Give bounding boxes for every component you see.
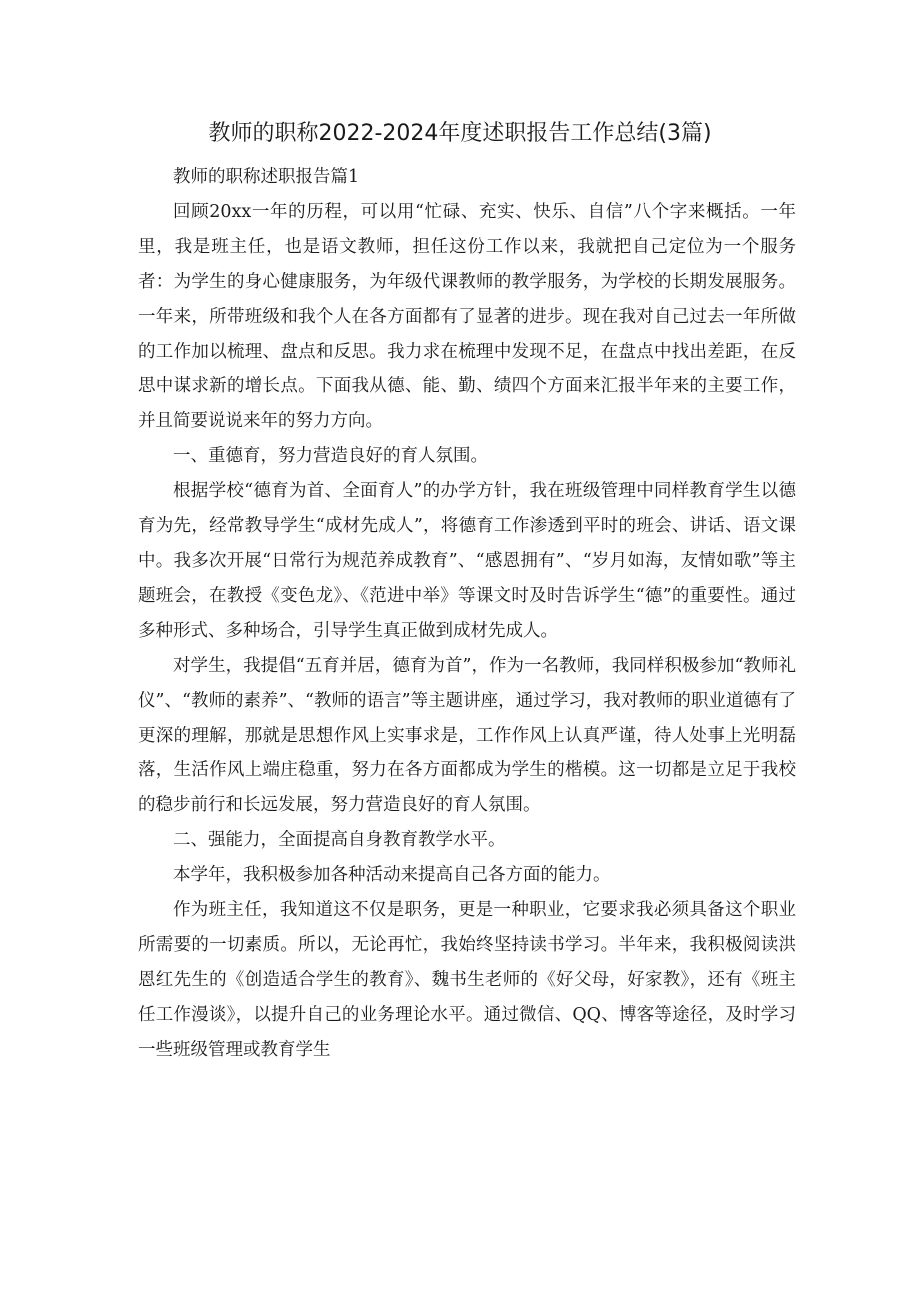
document-body [138, 160, 796, 1068]
subsection-heading: 二、强能力，全面提高自身教育教学水平。 [173, 830, 506, 851]
section-heading: 教师的职称述职报告篇1 [173, 167, 360, 187]
paragraph: 回顾20xx一年的历程，可以用“忙碌、充实、快乐、自信”八个字来概括。一年里，我是班主任，也是语文教师，担任这份工作以来，我就把自己定位为一个服务者：为学生的身心健康服务，为年级代课教师的教学服务，为学校的长期发展服务。一年来，所带班级和我个人在各方面都有了显著的进步。现在我对自己过去一年所做的工作加以梳理、盘点和反思。我力求在梳理中发现不足，在盘点中找出差距，在反思中谋求新的增长点。下面我从德、能、勤、绩四个方面来汇报半年来的主要工作，并且简要说说来年的努力方向。 [138, 201, 796, 432]
paragraph: 对学生，我提倡“五育并居，德育为首”，作为一名教师，我同样积极参加“教师礼仪”、“教师的素养”、“教师的语言”等主题讲座，通过学习，我对教师的职业道德有了更深的理解，那就是思想作风上实事求是，工作作风上认真严谨，待人处事上光明磊落，生活作风上端庄稳重，努力在各方面都成为学生的楷模。这一切都是立足于我校的稳步前行和长远发展，努力营造良好的育人氛围。 [138, 655, 796, 816]
subsection-heading: 一、重德育，努力营造良好的育人氛围。 [173, 446, 488, 467]
paragraph: 作为班主任，我知道这不仅是职务，更是一种职业，它要求我必须具备这个职业所需要的一切素质。所以，无论再忙，我始终坚持读书学习。半年来，我积极阅读洪恩红先生的《创造适合学生的教育》、魏书生老师的《好父母，好家教》，还有《班主任工作漫谈》，以提升自己的业务理论水平。通过微信、QQ、博客等途径，及时学习一些班级管理或教育学生 [138, 900, 796, 1060]
paragraph: 根据学校“德育为首、全面育人”的办学方针，我在班级管理中同样教育学生以德育为先，经常教导学生“成材先成人”，将德育工作渗透到平时的班会、讲话、语文课中。我多次开展“日常行为规范养成教育”、“感恩拥有”、“岁月如海，友情如歌”等主题班会，在教授《变色龙》、《范进中举》等课文时及时告诉学生“德”的重要性。通过多种形式、多种场合，引导学生真正做到成材先成人。 [138, 481, 796, 641]
document-title: 教师的职称2022-2024年度述职报告工作总结(3篇) [208, 121, 712, 146]
paragraph: 本学年，我积极参加各种活动来提高自己各方面的能力。 [173, 865, 611, 886]
